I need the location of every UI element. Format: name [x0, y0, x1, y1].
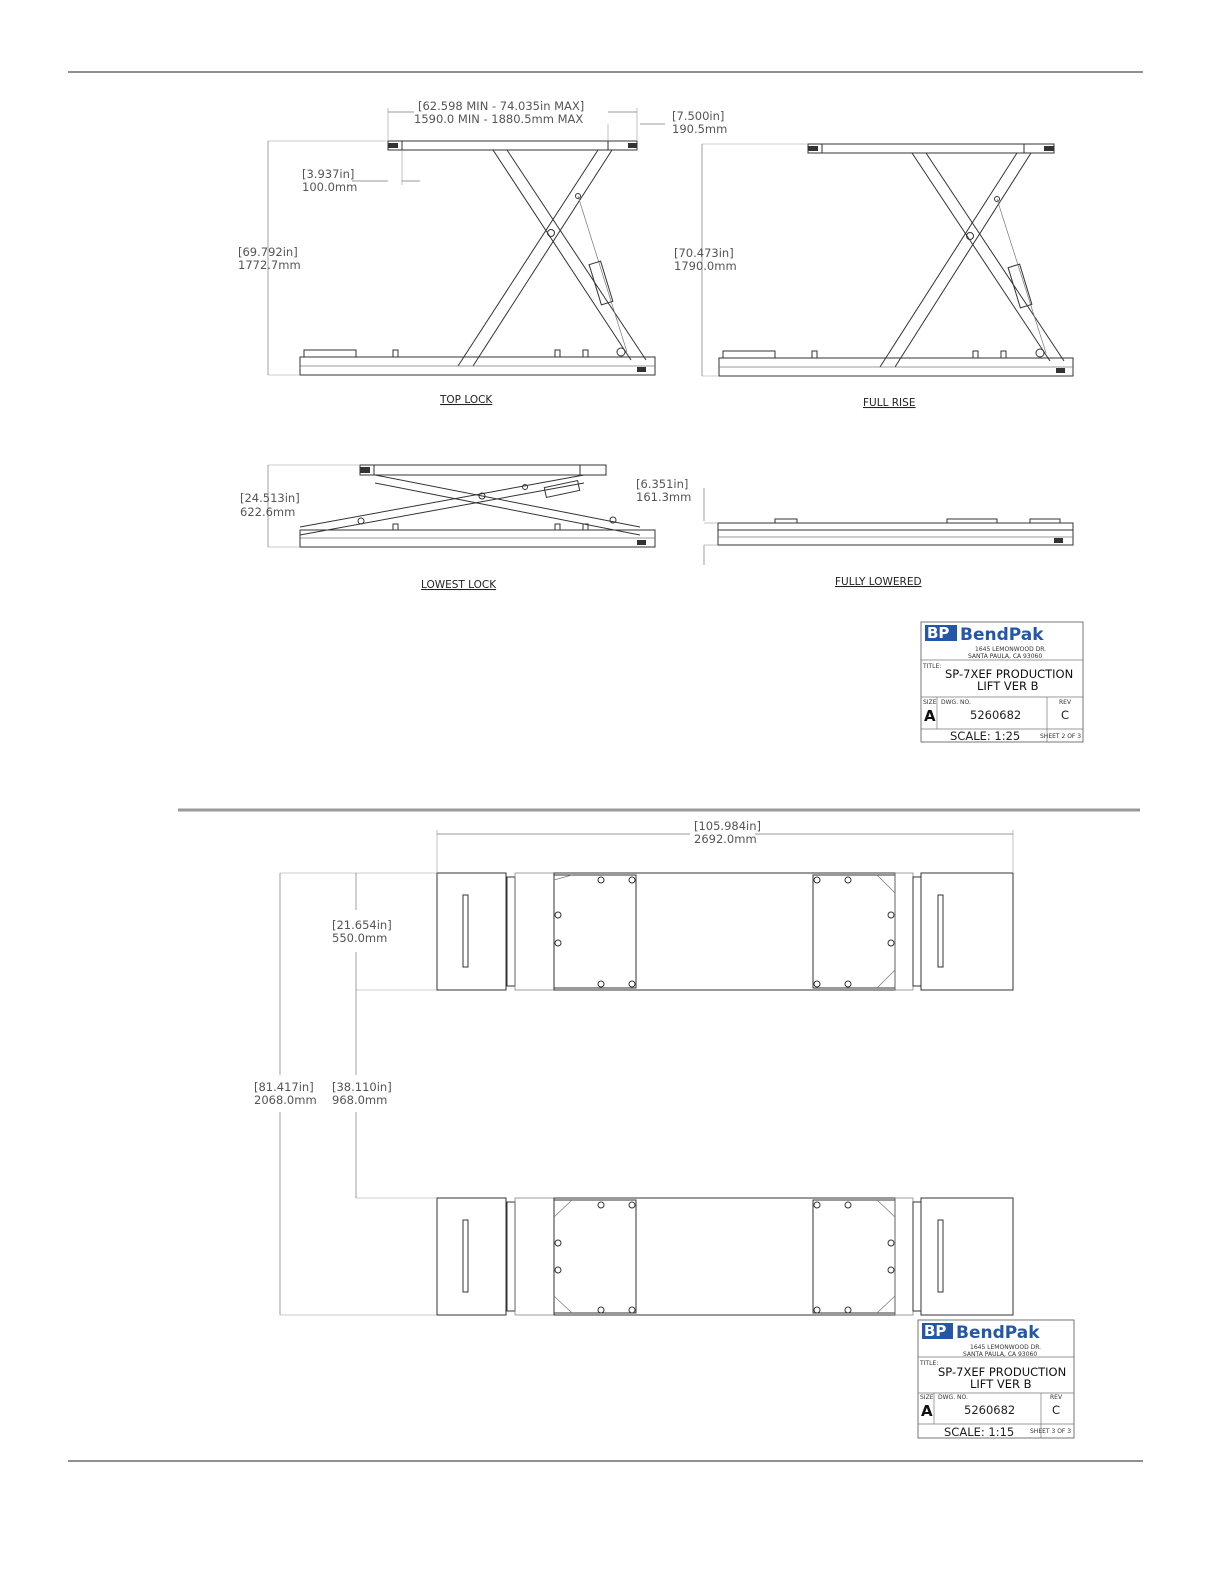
plan-gap-mm: 968.0mm: [332, 1093, 388, 1107]
lower-platform: [554, 1198, 895, 1315]
tb1-size: A: [924, 707, 936, 725]
top-lock-height-in: [69.792in]: [238, 245, 298, 259]
tb1-scale: SCALE: 1:25: [950, 729, 1021, 743]
plan-view: [280, 830, 1013, 1315]
tb2-sheet: SHEET 3 OF 3: [1030, 1428, 1072, 1435]
top-lock-extension-in: [7.500in]: [672, 109, 725, 123]
fully-lowered-label: FULLY LOWERED: [835, 576, 922, 588]
tb2-title-line1: SP-7XEF PRODUCTION: [938, 1365, 1067, 1379]
tb1-sheet: SHEET 2 OF 3: [1040, 733, 1082, 740]
upper-platform: [554, 873, 895, 990]
plan-width-in: [21.654in]: [332, 918, 392, 932]
tb2-title-label: TITLE:: [920, 1360, 939, 1367]
fully-lowered-height-mm: 161.3mm: [636, 490, 692, 504]
tb2-scale: SCALE: 1:15: [944, 1425, 1015, 1439]
plan-overall-in: [81.417in]: [254, 1080, 314, 1094]
plan-length-in: [105.984in]: [694, 819, 762, 833]
fully-lowered-height-in: [6.351in]: [636, 477, 689, 491]
top-lock-view: [268, 108, 665, 375]
top-lock-end-mm: 100.0mm: [302, 180, 358, 194]
tb2-rev-label: REV: [1050, 1394, 1063, 1401]
lowest-lock-height-in: [24.513in]: [240, 491, 300, 505]
tb2-rev: C: [1052, 1403, 1061, 1417]
top-lock-end-in: [3.937in]: [302, 167, 355, 181]
upper-right-end-block: [921, 873, 1013, 990]
tb1-title-line2: LIFT VER B: [977, 679, 1039, 693]
tb1-logo-mark: BP: [927, 624, 950, 642]
tb1-address-2: SANTA PAULA, CA 93060: [968, 653, 1043, 660]
tb2-size: A: [921, 1402, 933, 1420]
fully-lowered-view: [704, 488, 1073, 565]
tb2-dwg-label: DWG. NO.: [938, 1394, 968, 1401]
tb2-dwg-no: 5260682: [964, 1403, 1016, 1417]
tb1-rev-label: REV: [1059, 699, 1072, 706]
top-lock-extension-mm: 190.5mm: [672, 122, 728, 136]
plan-length-mm: 2692.0mm: [694, 832, 757, 846]
lowest-lock-label: LOWEST LOCK: [421, 579, 497, 591]
full-rise-height-in: [70.473in]: [674, 246, 734, 260]
top-lock-length-in: [62.598 MIN - 74.035in MAX]: [418, 99, 585, 113]
tb2-logo-mark: BP: [924, 1322, 947, 1340]
tb1-address-1: 1645 LEMONWOOD DR.: [975, 646, 1047, 653]
top-lock-length-mm: 1590.0 MIN - 1880.5mm MAX: [414, 112, 584, 126]
full-rise-label: FULL RISE: [863, 397, 916, 409]
full-rise-view: [702, 144, 1073, 376]
top-lock-label: TOP LOCK: [440, 394, 493, 406]
plan-overall-mm: 2068.0mm: [254, 1093, 317, 1107]
tb1-title-label: TITLE:: [923, 663, 942, 670]
tb2-size-label: SIZE: [920, 1394, 934, 1401]
plan-gap-in: [38.110in]: [332, 1080, 392, 1094]
tb1-title-line1: SP-7XEF PRODUCTION: [945, 667, 1074, 681]
tb1-rev: C: [1061, 708, 1070, 722]
full-rise-height-mm: 1790.0mm: [674, 259, 737, 273]
tb1-dwg-label: DWG. NO.: [941, 699, 971, 706]
top-lock-height-mm: 1772.7mm: [238, 258, 301, 272]
lowest-lock-view: [268, 465, 655, 547]
tb1-dwg-no: 5260682: [970, 708, 1022, 722]
lower-left-end-block: [437, 1198, 506, 1315]
lower-right-end-block: [921, 1198, 1013, 1315]
tb2-address-2: SANTA PAULA, CA 93060: [963, 1351, 1038, 1358]
upper-left-end-block: [437, 873, 506, 990]
tb2-address-1: 1645 LEMONWOOD DR.: [970, 1344, 1042, 1351]
tb1-logo-name: BendPak: [960, 625, 1044, 645]
tb2-title-line2: LIFT VER B: [970, 1377, 1032, 1391]
tb1-size-label: SIZE: [923, 699, 937, 706]
tb2-logo-name: BendPak: [956, 1323, 1040, 1343]
plan-width-mm: 550.0mm: [332, 931, 388, 945]
lowest-lock-height-mm: 622.6mm: [240, 505, 296, 519]
